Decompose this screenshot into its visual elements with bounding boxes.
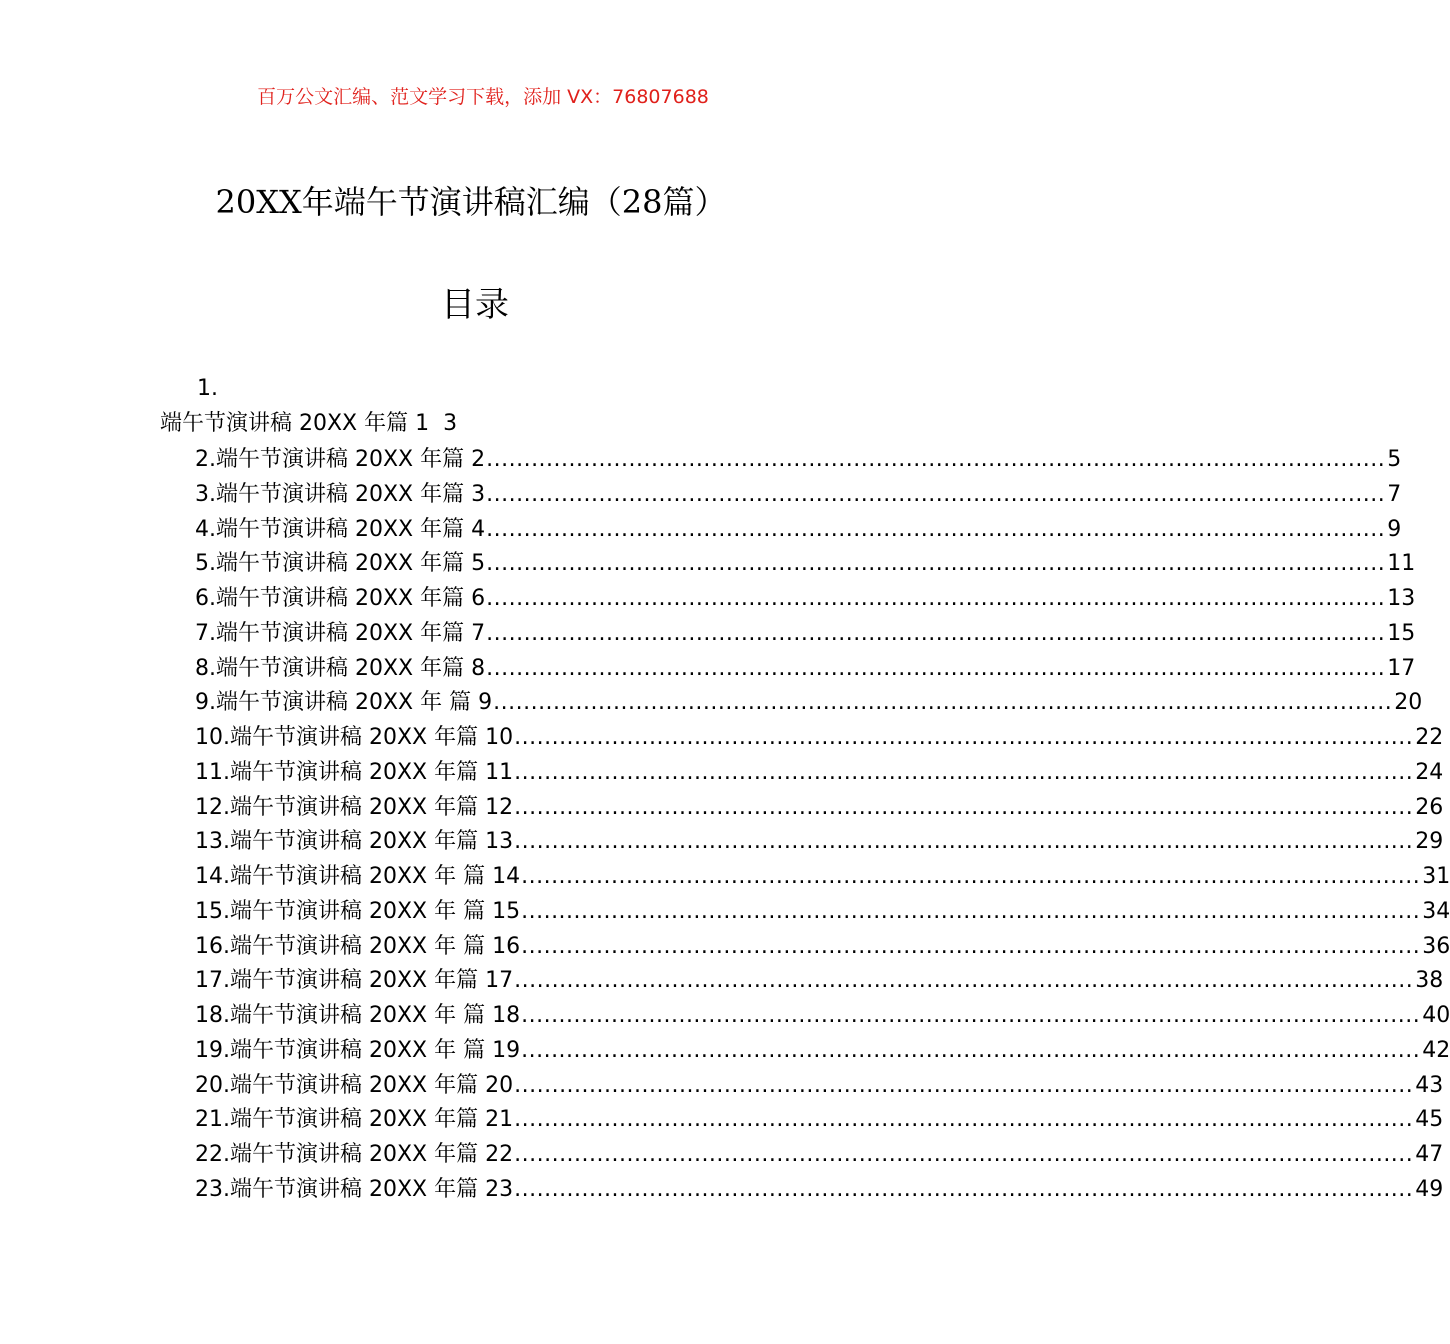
toc-dot-leader: ........................................................................................................................ [514, 968, 1414, 994]
toc-dot-leader: ........................................................................................................................ [521, 1037, 1421, 1063]
toc-dot-leader: ........................................................................................................................ [521, 864, 1421, 889]
toc-entry-label: 5.端午节演讲稿 20XX 年篇 5 [195, 551, 486, 577]
toc-entry-label: 23.端午节演讲稿 20XX 年篇 23 [195, 1176, 514, 1202]
toc-entry [195, 1138, 1444, 1173]
toc-dot-leader: ........................................................................................................................ [521, 898, 1421, 924]
toc-entry [195, 1069, 1444, 1104]
toc-entry-label: 8.端午节演讲稿 20XX 年篇 8 [195, 655, 486, 681]
toc-dot-leader: ........................................................................................................................ [486, 481, 1386, 507]
toc-entry [195, 513, 1402, 548]
toc-entry [195, 443, 1402, 478]
toc-entry-page: 11 [1387, 551, 1416, 577]
toc-entry-label: 4.端午节演讲稿 20XX 年篇 4 [195, 516, 486, 542]
toc-entry-label: 17.端午节演讲稿 20XX 年篇 17 [195, 968, 514, 994]
toc-entry-page: 24 [1415, 759, 1444, 785]
toc-heading: 目录 [441, 285, 509, 325]
toc-entry-label: 14.端午节演讲稿 20XX 年 篇 14 [195, 864, 521, 889]
toc-dot-leader: ........................................................................................................................ [493, 690, 1393, 716]
toc-entry-label: 18.端午节演讲稿 20XX 年 篇 18 [195, 1003, 521, 1028]
title-main: 年端午节演讲稿汇编（ [301, 183, 622, 221]
toc-entry-page: 15 [1387, 620, 1416, 646]
toc-entry-page: 26 [1415, 794, 1444, 820]
toc-dot-leader: ........................................................................................................................ [486, 447, 1386, 472]
title-count: 28 [621, 183, 663, 221]
toc-entry-page: 45 [1415, 1107, 1444, 1133]
toc-entry-label: 10.端午节演讲稿 20XX 年篇 10 [195, 725, 514, 750]
toc-dot-leader: ........................................................................................................................ [486, 620, 1386, 646]
toc-list [195, 443, 1450, 1208]
toc-entry-label: 9.端午节演讲稿 20XX 年 篇 9 [195, 690, 493, 716]
toc-entry [195, 791, 1444, 826]
toc-entry-page: 22 [1415, 725, 1444, 750]
toc-entry [195, 895, 1450, 930]
toc-entry-label: 21.端午节演讲稿 20XX 年篇 21 [195, 1107, 514, 1133]
toc-dot-leader: ........................................................................................................................ [486, 551, 1386, 577]
title-year: 20XX [215, 183, 302, 221]
title-tail: 篇） [662, 183, 727, 221]
toc-entry-page: 9 [1387, 516, 1402, 542]
watermark-banner: 百万公文汇编、范文学习下载，添加 VX：76807688 [257, 86, 709, 108]
toc-entry [195, 478, 1402, 513]
toc-entry-page: 42 [1422, 1037, 1450, 1063]
toc-entry-label: 7.端午节演讲稿 20XX 年篇 7 [195, 620, 486, 646]
toc-dot-leader: ........................................................................................................................ [514, 1072, 1414, 1098]
toc-dot-leader: ........................................................................................................................ [486, 516, 1386, 542]
toc-entry [195, 582, 1416, 617]
toc-entry-page: 47 [1415, 1142, 1444, 1167]
toc-entry-label: 11.端午节演讲稿 20XX 年篇 11 [195, 759, 514, 785]
toc-entry-label: 12.端午节演讲稿 20XX 年篇 12 [195, 794, 514, 820]
toc-entry-label: 15.端午节演讲稿 20XX 年 篇 15 [195, 898, 521, 924]
toc-entry [195, 721, 1444, 756]
toc-first-entry [160, 407, 457, 441]
toc-entry-page: 17 [1387, 655, 1416, 681]
toc-dot-leader: ........................................................................................................................ [486, 586, 1386, 611]
toc-entry-label: 20.端午节演讲稿 20XX 年篇 20 [195, 1072, 514, 1098]
toc-dot-leader: ........................................................................................................................ [514, 1142, 1414, 1167]
toc-entry-label: 16.端午节演讲稿 20XX 年 篇 16 [195, 933, 521, 959]
toc-entry-page: 20 [1394, 690, 1423, 716]
toc-entry-label: 19.端午节演讲稿 20XX 年 篇 19 [195, 1037, 521, 1063]
toc-dot-leader: ........................................................................................................................ [486, 655, 1386, 681]
toc-entry [195, 547, 1416, 582]
toc-entry-label: 2.端午节演讲稿 20XX 年篇 2 [195, 447, 486, 472]
toc-dot-leader: ........................................................................................................................ [514, 759, 1414, 785]
toc-entry-label: 13.端午节演讲稿 20XX 年篇 13 [195, 829, 514, 855]
document-title [0, 180, 942, 224]
toc-entry-page: 13 [1387, 586, 1416, 611]
toc-entry-label: 22.端午节演讲稿 20XX 年篇 22 [195, 1142, 514, 1167]
toc-dot-leader: ........................................................................................................................ [514, 829, 1414, 855]
toc-dot-leader: ........................................................................................................................ [514, 1176, 1414, 1202]
toc-entry-page: 34 [1422, 898, 1450, 924]
toc-entry-label: 6.端午节演讲稿 20XX 年篇 6 [195, 586, 486, 611]
toc-first-label: 端午节演讲稿 20XX 年篇 1 [160, 411, 430, 436]
toc-entry [195, 1034, 1450, 1069]
toc-entry [195, 964, 1444, 999]
toc-entry-page: 36 [1422, 933, 1450, 959]
toc-dot-leader: ........................................................................................................................ [514, 1107, 1414, 1133]
toc-dot-leader: ........................................................................................................................ [514, 725, 1414, 750]
toc-entry [195, 756, 1444, 791]
toc-dot-leader: ........................................................................................................................ [514, 794, 1414, 820]
toc-entry-page: 5 [1387, 447, 1402, 472]
toc-entry [195, 1103, 1444, 1138]
toc-dot-leader: ........................................................................................................................ [521, 933, 1421, 959]
toc-entry-page: 43 [1415, 1072, 1444, 1098]
toc-entry [195, 999, 1450, 1034]
toc-dot-leader: ........................................................................................................................ [521, 1003, 1421, 1028]
toc-entry [195, 1173, 1444, 1208]
toc-entry [195, 617, 1416, 652]
toc-entry-label: 3.端午节演讲稿 20XX 年篇 3 [195, 481, 486, 507]
toc-entry [195, 686, 1423, 721]
toc-entry-page: 29 [1415, 829, 1444, 855]
toc-entry-page: 38 [1415, 968, 1444, 994]
toc-entry [195, 930, 1450, 965]
toc-entry [195, 860, 1450, 895]
toc-entry-page: 40 [1422, 1003, 1450, 1028]
toc-entry-page: 7 [1387, 481, 1402, 507]
toc-entry [195, 652, 1416, 687]
toc-first-page: 3 [443, 411, 458, 436]
toc-entry-page: 31 [1422, 864, 1450, 889]
toc-first-number: 1. [197, 376, 218, 401]
toc-entry [195, 825, 1444, 860]
toc-entry-page: 49 [1415, 1176, 1444, 1202]
